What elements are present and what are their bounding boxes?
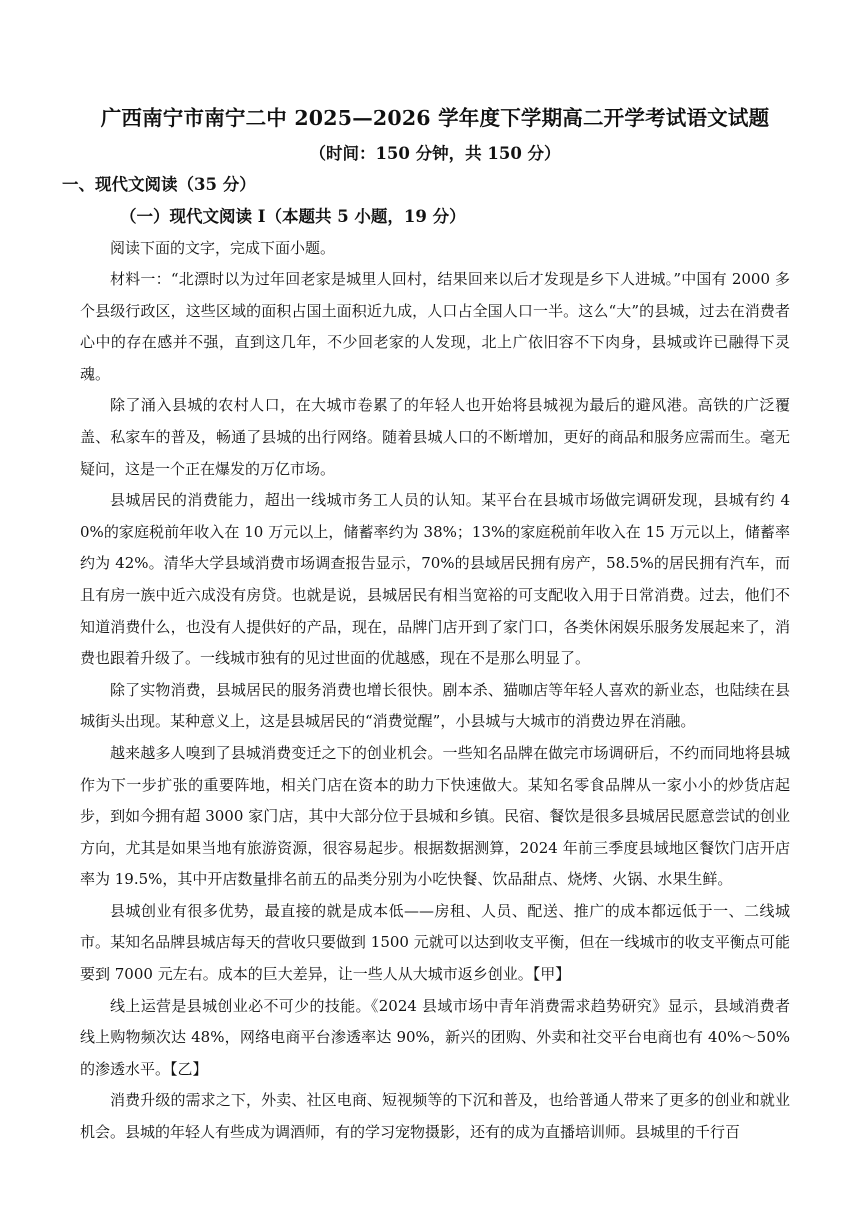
paragraph-5: 越来越多人嗅到了县城消费变迁之下的创业机会。一些知名品牌在做完市场调研后，不约而同地将县城作为下一步扩张的重要阵地，相关门店在资本的助力下快速做大。某知名零食品牌从一家小小的炒货店起步，到如今拥有超 3000 家门店，其中大部分位于县城和乡镇。民宿、餐饮是很多县城居民愿意尝试的创业方向，尤其是如果当地有旅游资源，很容易起步。根据数据测算，2024 年前三季度县域地区餐饮门店开店率为 19.5%，其中开店数量排名前五的品类分别为小吃快餐、饮品甜点、烧烤、火锅、水果生鲜。 [80,743,790,889]
paragraph-4: 除了实物消费，县城居民的服务消费也增长很快。剧本杀、猫咖店等年轻人喜欢的新业态，也陆续在县城街头出现。某种意义上，这是县城居民的“消费觉醒”，小县城与大城市的消费边界在消融。 [80,680,790,731]
section-heading-modern-reading: 一、现代文阅读（35 分） [62,175,256,194]
reading-instruction: 阅读下面的文字，完成下面小题。 [110,239,336,257]
exam-time-note: （时间：150 分钟，共 150 分） [309,144,561,163]
subsection-heading-reading-1: （一）现代文阅读 I（本题共 5 小题，19 分） [120,207,466,226]
paragraph-material-1: 材料一：“北漂时以为过年回老家是城里人回村，结果回来以后才发现是乡下人进城。”中国有 2000 多个县级行政区，这些区域的面积占国土面积近九成，人口占全国人口一半。这么“大”的县城，过去在消费者心中的存在感并不强，直到这几年，不少回老家的人发现，北上广依旧容不下肉身，县城或许已融得下灵魂。 [80,270,790,383]
paragraph-3: 县城居民的消费能力，超出一线城市务工人员的认知。某平台在县城市场做完调研发现，县城有约 40%的家庭税前年收入在 10 万元以上，储蓄率约为 38%；13%的家庭税前年收入在 15 万元以上，储蓄率约为 42%。清华大学县域消费市场调查报告显示，70%的县域居民拥有房产，58.5%的居民拥有汽车，而且有房一族中近六成没有房贷。也就是说，县城居民有相当宽裕的可支配收入用于日常消费。过去，他们不知道消费什么，也没有人提供好的产品，现在，品牌门店开到了家门口，各类休闲娱乐服务发展起来了，消费也跟着升级了。一线城市独有的见过世面的优越感，现在不是那么明显了。 [80,491,790,668]
paragraph-6: 县城创业有很多优势，最直接的就是成本低——房租、人员、配送、推广的成本都远低于一、二线城市。某知名品牌县城店每天的营收只要做到 1500 元就可以达到收支平衡，但在一线城市的收支平衡点可能要到 7000 元左右。成本的巨大差异，让一些人从大城市返乡创业。【甲】 [80,901,790,984]
page-title: 广西南宁市南宁二中 2025—2026 学年度下学期高二开学考试语文试题 [100,106,770,130]
paragraph-7: 线上运营是县城创业必不可少的技能。《2024 县域市场中青年消费需求趋势研究》显示，县域消费者线上购物频次达 48%，网络电商平台渗透率达 90%，新兴的团购、外卖和社交平台电商也有 40%～50%的渗透水平。【乙】 [80,996,790,1078]
paragraph-2: 除了涌入县城的农村人口，在大城市卷累了的年轻人也开始将县城视为最后的避风港。高铁的广泛覆盖、私家车的普及，畅通了县城的出行网络。随着县城人口的不断增加，更好的商品和服务应需而生。毫无疑问，这是一个正在爆发的万亿市场。 [80,396,790,478]
paragraph-8: 消费升级的需求之下，外卖、社区电商、短视频等的下沉和普及，也给普通人带来了更多的创业和就业机会。县城的年轻人有些成为调酒师，有的学习宠物摄影，还有的成为直播培训师。县城里的千行百 [80,1091,790,1142]
